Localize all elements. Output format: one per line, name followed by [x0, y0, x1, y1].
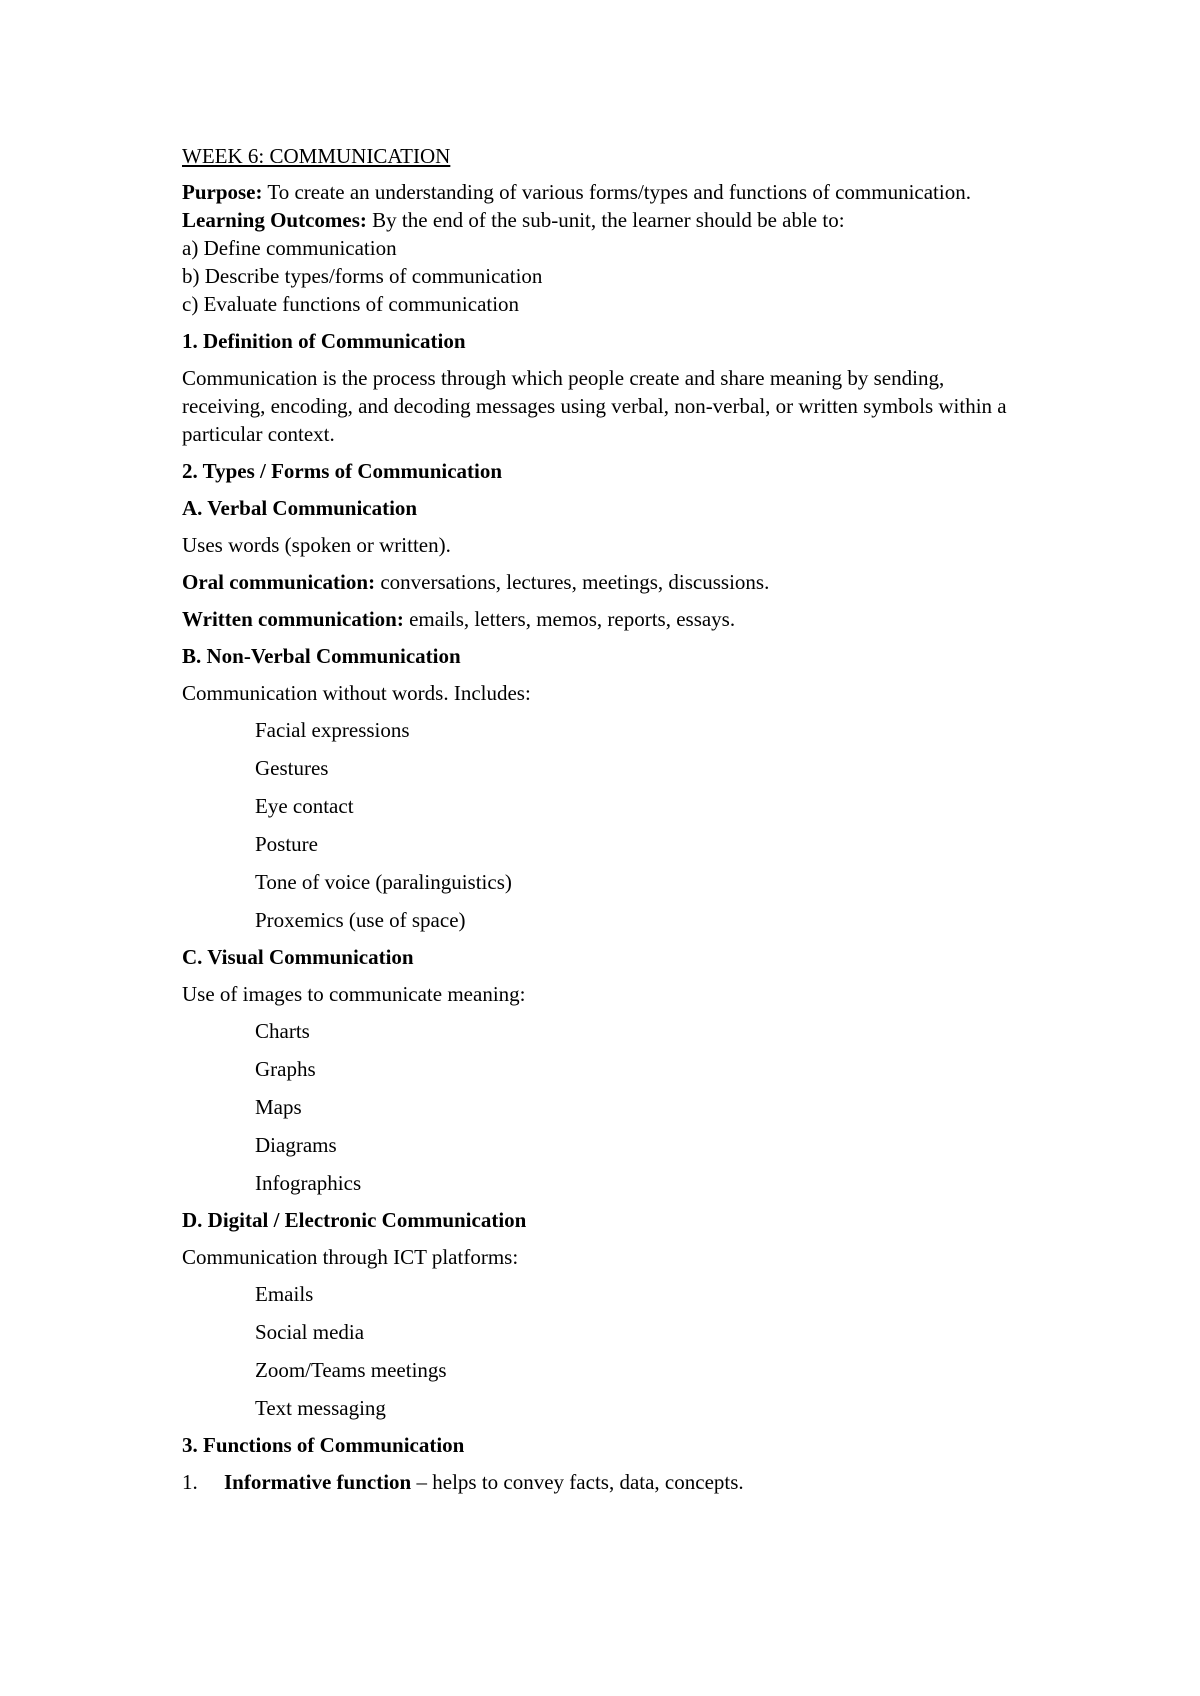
- function-text: – helps to convey facts, data, concepts.: [411, 1470, 744, 1494]
- subheading-verbal: A. Verbal Communication: [182, 496, 418, 520]
- list-item: Proxemics (use of space): [255, 908, 466, 932]
- visual-description: Use of images to communicate meaning:: [182, 982, 526, 1006]
- list-item: Text messaging: [255, 1396, 386, 1420]
- page-title: WEEK 6: COMMUNICATION: [182, 144, 451, 168]
- digital-description: Communication through ICT platforms:: [182, 1245, 519, 1269]
- nonverbal-list: [182, 716, 1022, 934]
- list-item: Zoom/Teams meetings: [255, 1358, 447, 1382]
- visual-list: [182, 1017, 1022, 1197]
- list-item: Posture: [255, 832, 318, 856]
- outcome-item: b) Describe types/forms of communication: [182, 264, 543, 288]
- function-number: 1.: [182, 1470, 198, 1494]
- written-communication-text: emails, letters, memos, reports, essays.: [403, 607, 736, 631]
- section-heading-definition: 1. Definition of Communication: [182, 329, 466, 353]
- oral-communication-text: conversations, lectures, meetings, discussions.: [375, 570, 770, 594]
- definition-paragraph: Communication is the process through which people create and share meaning by sending, receiving, encoding, and decoding messages using verbal, non-verbal, or written symbols within a particular context.: [182, 366, 1007, 446]
- list-item: Social media: [255, 1320, 365, 1344]
- list-item: Eye contact: [255, 794, 354, 818]
- list-item: Maps: [255, 1095, 302, 1119]
- learning-outcomes-text: By the end of the sub-unit, the learner should be able to:: [366, 208, 845, 232]
- written-communication-line: [182, 605, 1022, 633]
- list-item: Infographics: [255, 1171, 362, 1195]
- function-label: Informative function: [224, 1470, 412, 1494]
- purpose-label: Purpose:: [182, 180, 263, 204]
- nonverbal-description: Communication without words. Includes:: [182, 681, 531, 705]
- written-communication-label: Written communication:: [182, 607, 404, 631]
- purpose-paragraph: [182, 178, 1022, 206]
- function-content: [224, 1468, 744, 1496]
- verbal-description: Uses words (spoken or written).: [182, 533, 451, 557]
- list-item: Graphs: [255, 1057, 316, 1081]
- list-item: Diagrams: [255, 1133, 337, 1157]
- learning-outcomes-paragraph: [182, 206, 1022, 234]
- outcome-item: c) Evaluate functions of communication: [182, 292, 520, 316]
- learning-outcomes-label: Learning Outcomes:: [182, 208, 367, 232]
- document-page: [182, 142, 1022, 1496]
- subheading-visual: C. Visual Communication: [182, 945, 414, 969]
- purpose-text: To create an understanding of various forms/types and functions of communication.: [262, 180, 971, 204]
- list-item: Gestures: [255, 756, 329, 780]
- list-item: Facial expressions: [255, 718, 410, 742]
- oral-communication-line: [182, 568, 1022, 596]
- function-item: [182, 1468, 1022, 1496]
- list-item: Charts: [255, 1019, 310, 1043]
- list-item: Emails: [255, 1282, 314, 1306]
- section-heading-types: 2. Types / Forms of Communication: [182, 459, 503, 483]
- subheading-digital: D. Digital / Electronic Communication: [182, 1208, 527, 1232]
- section-heading-functions: 3. Functions of Communication: [182, 1433, 465, 1457]
- list-item: Tone of voice (paralinguistics): [255, 870, 512, 894]
- outcome-item: a) Define communication: [182, 236, 397, 260]
- subheading-nonverbal: B. Non-Verbal Communication: [182, 644, 461, 668]
- oral-communication-label: Oral communication:: [182, 570, 376, 594]
- digital-list: [182, 1280, 1022, 1422]
